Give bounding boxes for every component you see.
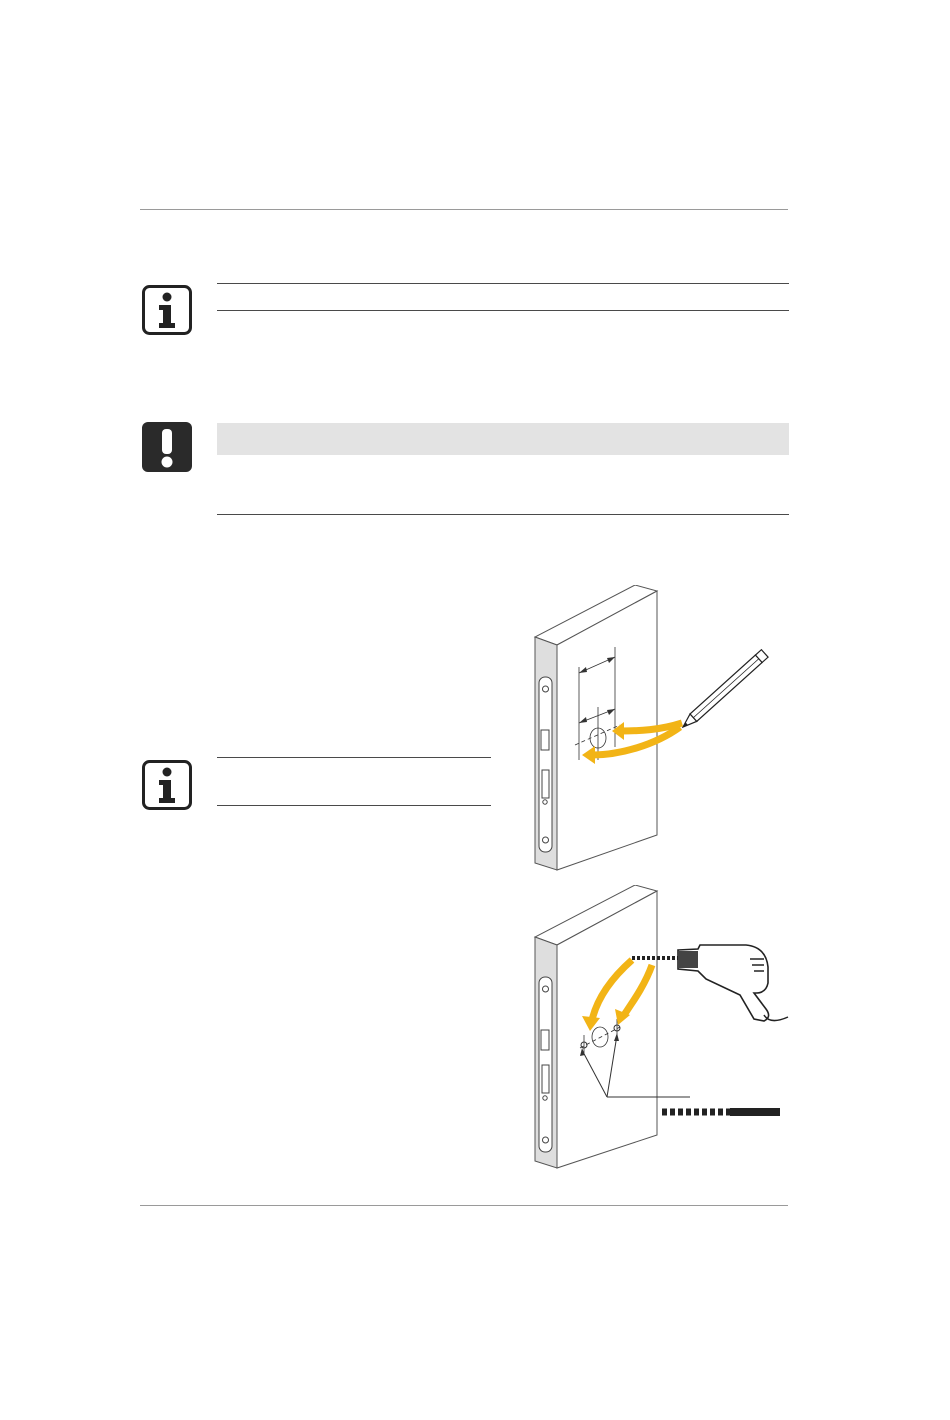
- warning-title-band: [217, 423, 789, 455]
- door-drilling-figure: [520, 885, 790, 1175]
- info-note-top-rule: [217, 283, 789, 284]
- footer-rule: [140, 1205, 788, 1206]
- info-note-2-bottom-rule: [217, 805, 491, 806]
- warning-bottom-rule: [217, 514, 789, 515]
- info-icon: [142, 760, 192, 810]
- info-note-2-top-rule: [217, 757, 491, 758]
- door-marking-figure: [520, 585, 790, 875]
- info-note-bottom-rule: [217, 310, 789, 311]
- info-icon: [142, 285, 192, 335]
- header-rule: [140, 209, 788, 210]
- exclamation-icon: [142, 422, 192, 472]
